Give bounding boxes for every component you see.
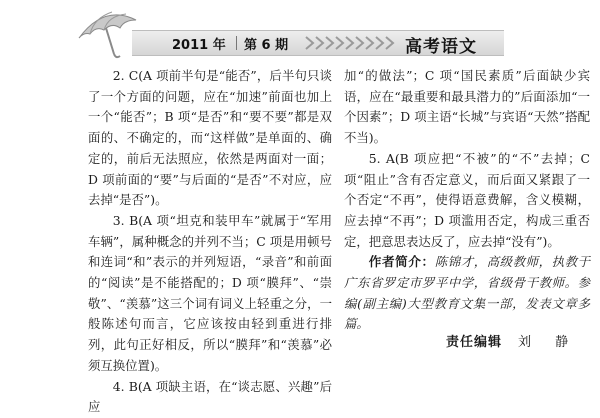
editor-name: 刘 静 xyxy=(518,335,579,350)
answer-paragraph: 3. B(A 项“坦克和装甲车”就属于“军用车辆”，属种概念的并列不当；C 项是用顿号和连词“和”表示的并列短语，“录音”和前面的“阅读”是不能搭配的；D 项“膜拜”、“崇敬”、“羡慕”这三个词有词义上轻重之分，一般陈述句而言，它应该按由轻到重进行排列，此句正好相反，所以“膜拜”和“羡慕”必须互换位置)。 xyxy=(88,212,332,373)
magazine-title: 高考语文 xyxy=(405,37,477,57)
header-banner xyxy=(132,30,504,56)
answer-paragraph: 加“的做法”；C 项“国民素质”后面缺少宾语，应在“最重要和最具潜力的”后面添加“一个因素”；D 项主语“长城”与宾语“天然”搭配不当)。 xyxy=(344,68,590,146)
header-divider xyxy=(236,36,237,50)
right-column xyxy=(344,66,590,335)
responsible-editor xyxy=(446,331,578,350)
issue-year: 2011 年 xyxy=(172,38,226,53)
author-bio-label: 作者简介： xyxy=(368,254,435,270)
author-bio xyxy=(344,252,590,335)
issue-number: 第 6 期 xyxy=(244,38,289,53)
left-column xyxy=(88,66,332,418)
page-header xyxy=(0,0,600,62)
chevron-arrows-icon xyxy=(304,34,400,52)
answer-paragraph: 4. B(A 项缺主语，在“谈志愿、兴趣”后应 xyxy=(88,378,332,415)
author-bio-text: 陈锦才，高级教师，执教于广东省罗定市罗平中学，省级骨干教师。参编(副主编)大型教育文集一部，发表文章多篇。 xyxy=(344,254,591,332)
answer-paragraph: 2. C(A 项前半句是“能否”，后半句只谈了一个方面的问题，应在“加速”前面也加上一个“能否”；B 项“是否”和“要不要”都是双面的、不确定的，而“这样做”是单面的、确定的，前后无法照应，依然是两面对一面；D 项前面的“要”与后面的“是否”不对应，应去掉“是否”)。 xyxy=(88,68,332,208)
umbrella-icon xyxy=(74,8,140,60)
answer-paragraph: 5. A(B 项应把“不被”的“不”去掉；C 项“阻止”含有否定意义，而后面又紧跟了一个否定“不再”，使得语意费解，含义模糊，应去掉“不再”；D 项滥用否定，构成三重否定，把意思表达反了，应去掉“没有”)。 xyxy=(344,150,590,249)
editor-label: 责任编辑 xyxy=(446,335,503,350)
